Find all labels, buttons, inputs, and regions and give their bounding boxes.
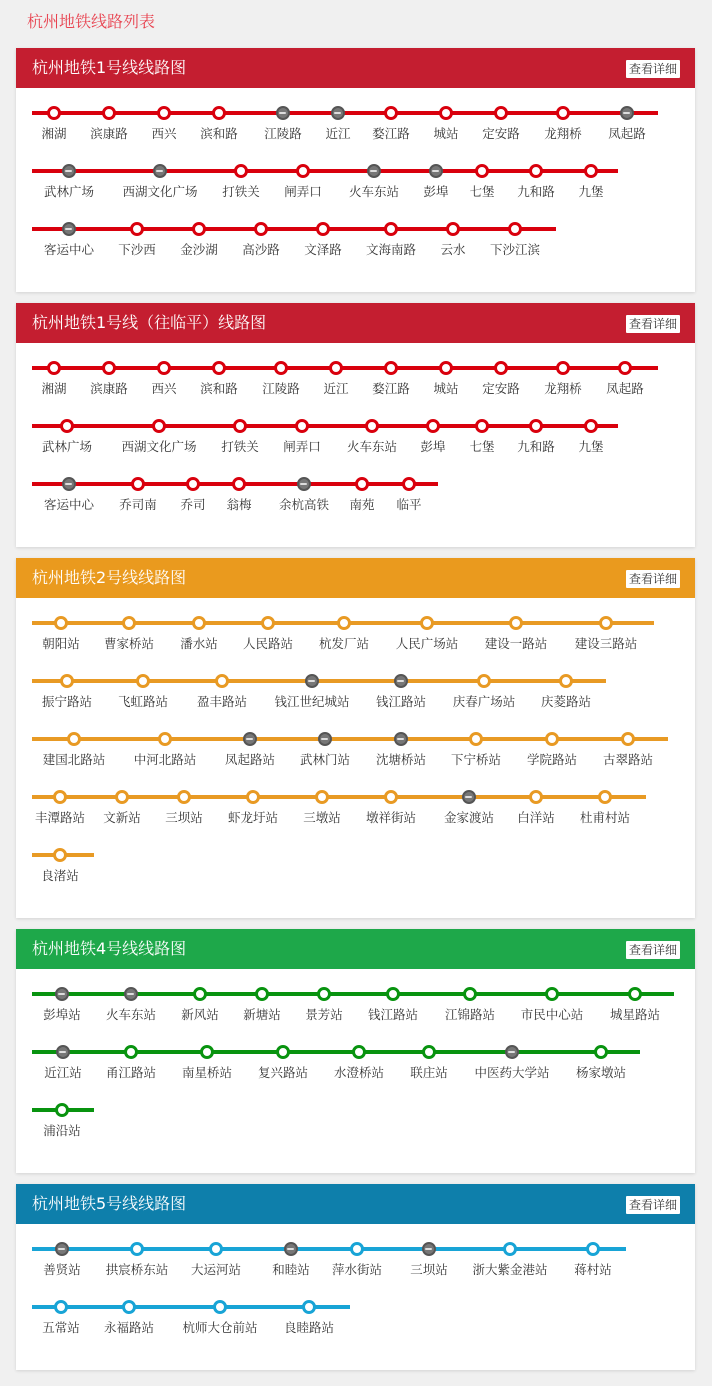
station-name: 九堡: [578, 439, 604, 454]
station-row: [16, 1028, 695, 1086]
station-dot-icon: [177, 790, 191, 804]
station-name: 五常站: [42, 1320, 80, 1335]
station-name: 南苑: [349, 497, 375, 512]
line-title: 杭州地铁5号线线路图: [32, 1194, 187, 1213]
station-dot-icon: [545, 732, 559, 746]
station-name: 江陵路: [264, 126, 302, 141]
station-dot-icon: [54, 1300, 68, 1314]
track-line: [32, 737, 668, 741]
line-map: [16, 1224, 695, 1370]
station-name: 水澄桥站: [333, 1065, 385, 1080]
station-name: 建设一路站: [484, 636, 548, 651]
station-name: 飞虹路站: [117, 694, 169, 709]
station-name: 江锦路站: [444, 1007, 496, 1022]
station-name: 婺江路: [372, 126, 410, 141]
station-name: 景芳站: [305, 1007, 343, 1022]
station-dot-icon: [598, 790, 612, 804]
station-dot-icon: [584, 164, 598, 178]
line-card-header: [16, 1184, 695, 1224]
line-card-header: [16, 48, 695, 88]
station-name: 钱江路站: [375, 694, 427, 709]
line-map: [16, 969, 695, 1173]
station-dot-icon: [158, 732, 172, 746]
station-name: 滨和路: [200, 381, 238, 396]
station-name: 九和路: [517, 184, 555, 199]
station-name: 彭埠站: [43, 1007, 81, 1022]
transfer-station-icon: [620, 106, 634, 120]
station-dot-icon: [130, 222, 144, 236]
station-name: 拱宸桥东站: [105, 1262, 169, 1277]
station-name: 蒋村站: [574, 1262, 612, 1277]
station-row: [16, 773, 695, 831]
station-name: 曹家桥站: [103, 636, 155, 651]
station-dot-icon: [509, 616, 523, 630]
view-details-button[interactable]: 查看详细: [625, 314, 681, 334]
station-dot-icon: [67, 732, 81, 746]
station-name: 庆春广场站: [452, 694, 516, 709]
transfer-station-icon: [276, 106, 290, 120]
station-dot-icon: [276, 1045, 290, 1059]
station-dot-icon: [212, 106, 226, 120]
station-dot-icon: [274, 361, 288, 375]
station-name: 城站: [433, 126, 459, 141]
station-name: 打铁关: [221, 439, 259, 454]
station-name: 定安路: [482, 126, 520, 141]
station-dot-icon: [559, 674, 573, 688]
station-row: [16, 344, 695, 402]
station-name: 城星路站: [609, 1007, 661, 1022]
station-dot-icon: [60, 419, 74, 433]
station-name: 永福路站: [103, 1320, 155, 1335]
station-dot-icon: [213, 1300, 227, 1314]
station-dot-icon: [115, 790, 129, 804]
line-card: [16, 558, 695, 918]
station-dot-icon: [463, 987, 477, 1001]
station-dot-icon: [556, 106, 570, 120]
station-dot-icon: [529, 790, 543, 804]
station-name: 和睦站: [272, 1262, 310, 1277]
station-name: 西湖文化广场: [121, 439, 197, 454]
station-name: 联庄站: [410, 1065, 448, 1080]
transfer-station-icon: [305, 674, 319, 688]
line-card-header: [16, 929, 695, 969]
station-dot-icon: [439, 361, 453, 375]
station-dot-icon: [152, 419, 166, 433]
station-name: 龙翔桥: [544, 381, 582, 396]
view-details-button[interactable]: 查看详细: [625, 569, 681, 589]
station-name: 闸弄口: [283, 439, 321, 454]
station-name: 白洋站: [517, 810, 555, 825]
transfer-station-icon: [284, 1242, 298, 1256]
station-name: 凤起路: [606, 381, 644, 396]
station-name: 乔司: [180, 497, 206, 512]
station-dot-icon: [53, 790, 67, 804]
station-name: 火车东站: [346, 439, 398, 454]
station-name: 丰潭路站: [34, 810, 86, 825]
station-dot-icon: [157, 361, 171, 375]
station-name: 近江站: [44, 1065, 82, 1080]
station-dot-icon: [355, 477, 369, 491]
station-name: 善贤站: [43, 1262, 81, 1277]
station-row: [16, 1086, 695, 1144]
station-name: 城站: [433, 381, 459, 396]
station-dot-icon: [296, 164, 310, 178]
station-name: 墩祥街站: [365, 810, 417, 825]
station-name: 杭发厂站: [318, 636, 370, 651]
station-dot-icon: [529, 419, 543, 433]
station-name: 良睦路站: [283, 1320, 335, 1335]
transfer-station-icon: [422, 1242, 436, 1256]
transfer-station-icon: [62, 164, 76, 178]
station-name: 三坝站: [410, 1262, 448, 1277]
station-dot-icon: [599, 616, 613, 630]
station-name: 下宁桥站: [450, 752, 502, 767]
station-name: 余杭高铁: [278, 497, 330, 512]
station-dot-icon: [529, 164, 543, 178]
station-dot-icon: [212, 361, 226, 375]
station-name: 萍水街站: [331, 1262, 383, 1277]
station-dot-icon: [426, 419, 440, 433]
station-dot-icon: [545, 987, 559, 1001]
station-name: 打铁关: [222, 184, 260, 199]
station-name: 凤起路站: [224, 752, 276, 767]
station-name: 人民路站: [242, 636, 294, 651]
station-dot-icon: [54, 616, 68, 630]
transfer-station-icon: [62, 477, 76, 491]
station-row: [16, 402, 695, 460]
station-name: 南星桥站: [181, 1065, 233, 1080]
station-name: 庆菱路站: [540, 694, 592, 709]
station-name: 七堡: [469, 184, 495, 199]
view-details-button[interactable]: 查看详细: [625, 940, 681, 960]
transfer-station-icon: [367, 164, 381, 178]
transfer-station-icon: [56, 1045, 70, 1059]
station-dot-icon: [316, 222, 330, 236]
station-name: 龙翔桥: [544, 126, 582, 141]
station-row: [16, 89, 695, 147]
station-dot-icon: [621, 732, 635, 746]
station-dot-icon: [618, 361, 632, 375]
station-row: [16, 1225, 695, 1283]
station-name: 钱江世纪城站: [274, 694, 350, 709]
transfer-station-icon: [55, 1242, 69, 1256]
station-name: 下沙西: [118, 242, 156, 257]
line-map: [16, 88, 695, 292]
transfer-station-icon: [429, 164, 443, 178]
station-dot-icon: [469, 732, 483, 746]
station-name: 高沙路: [242, 242, 280, 257]
station-dot-icon: [295, 419, 309, 433]
station-name: 潘水站: [180, 636, 218, 651]
transfer-station-icon: [297, 477, 311, 491]
station-name: 杜甫村站: [579, 810, 631, 825]
station-row: [16, 205, 695, 263]
station-name: 建国北路站: [42, 752, 106, 767]
transfer-station-icon: [243, 732, 257, 746]
station-dot-icon: [446, 222, 460, 236]
station-dot-icon: [246, 790, 260, 804]
station-dot-icon: [315, 790, 329, 804]
station-name: 良渚站: [41, 868, 79, 883]
station-name: 钱江路站: [367, 1007, 419, 1022]
station-dot-icon: [130, 1242, 144, 1256]
station-dot-icon: [302, 1300, 316, 1314]
line-title: 杭州地铁4号线线路图: [32, 939, 187, 958]
track-line: [32, 227, 556, 231]
station-dot-icon: [234, 164, 248, 178]
track-line: [32, 1247, 626, 1251]
line-card: [16, 929, 695, 1173]
station-name: 沈塘桥站: [375, 752, 427, 767]
station-dot-icon: [475, 164, 489, 178]
station-dot-icon: [47, 361, 61, 375]
station-dot-icon: [350, 1242, 364, 1256]
station-name: 人民广场站: [395, 636, 459, 651]
station-name: 滨和路: [200, 126, 238, 141]
station-dot-icon: [102, 361, 116, 375]
station-dot-icon: [337, 616, 351, 630]
transfer-station-icon: [318, 732, 332, 746]
line-card-header: [16, 558, 695, 598]
station-name: 浙大紫金港站: [472, 1262, 548, 1277]
station-dot-icon: [47, 106, 61, 120]
station-name: 湘湖: [41, 126, 67, 141]
station-dot-icon: [255, 987, 269, 1001]
station-dot-icon: [131, 477, 145, 491]
station-dot-icon: [386, 987, 400, 1001]
station-name: 湘湖: [41, 381, 67, 396]
transfer-station-icon: [462, 790, 476, 804]
station-dot-icon: [261, 616, 275, 630]
transfer-station-icon: [153, 164, 167, 178]
station-name: 文泽路: [304, 242, 342, 257]
station-name: 彭埠: [423, 184, 449, 199]
station-dot-icon: [352, 1045, 366, 1059]
line-card: [16, 303, 695, 547]
transfer-station-icon: [331, 106, 345, 120]
transfer-station-icon: [124, 987, 138, 1001]
station-name: 文海南路: [365, 242, 417, 257]
station-name: 近江: [325, 126, 351, 141]
station-name: 武林广场: [43, 184, 95, 199]
station-row: [16, 599, 695, 657]
station-name: 新风站: [181, 1007, 219, 1022]
station-name: 七堡: [469, 439, 495, 454]
transfer-station-icon: [394, 674, 408, 688]
station-name: 虾龙圩站: [227, 810, 279, 825]
station-name: 建设三路站: [574, 636, 638, 651]
station-dot-icon: [53, 848, 67, 862]
station-row: [16, 831, 695, 889]
station-dot-icon: [503, 1242, 517, 1256]
view-details-button[interactable]: 查看详细: [625, 59, 681, 79]
station-name: 火车东站: [105, 1007, 157, 1022]
station-name: 近江: [323, 381, 349, 396]
station-dot-icon: [584, 419, 598, 433]
station-dot-icon: [420, 616, 434, 630]
station-dot-icon: [594, 1045, 608, 1059]
station-dot-icon: [402, 477, 416, 491]
station-dot-icon: [192, 616, 206, 630]
station-dot-icon: [209, 1242, 223, 1256]
station-name: 三墩站: [303, 810, 341, 825]
station-name: 滨康路: [90, 381, 128, 396]
station-name: 九堡: [578, 184, 604, 199]
station-dot-icon: [384, 790, 398, 804]
station-dot-icon: [365, 419, 379, 433]
station-row: [16, 657, 695, 715]
station-dot-icon: [124, 1045, 138, 1059]
station-dot-icon: [475, 419, 489, 433]
station-dot-icon: [193, 987, 207, 1001]
station-dot-icon: [186, 477, 200, 491]
station-name: 金沙湖: [180, 242, 218, 257]
station-name: 中医药大学站: [474, 1065, 550, 1080]
station-dot-icon: [317, 987, 331, 1001]
station-name: 火车东站: [348, 184, 400, 199]
line-title: 杭州地铁1号线线路图: [32, 58, 187, 77]
station-dot-icon: [122, 616, 136, 630]
station-name: 三坝站: [165, 810, 203, 825]
station-dot-icon: [157, 106, 171, 120]
station-row: [16, 715, 695, 773]
station-name: 滨康路: [90, 126, 128, 141]
station-name: 古翠路站: [602, 752, 654, 767]
station-row: [16, 970, 695, 1028]
station-dot-icon: [422, 1045, 436, 1059]
station-dot-icon: [232, 477, 246, 491]
station-name: 凤起路: [608, 126, 646, 141]
station-dot-icon: [628, 987, 642, 1001]
station-name: 学院路站: [526, 752, 578, 767]
station-name: 杭师大仓前站: [182, 1320, 258, 1335]
page-title: 杭州地铁线路列表: [27, 12, 156, 31]
station-dot-icon: [60, 674, 74, 688]
line-card: [16, 48, 695, 292]
station-dot-icon: [233, 419, 247, 433]
station-dot-icon: [384, 222, 398, 236]
station-dot-icon: [329, 361, 343, 375]
station-dot-icon: [55, 1103, 69, 1117]
station-name: 闸弄口: [284, 184, 322, 199]
station-name: 翁梅: [226, 497, 252, 512]
station-name: 盈丰路站: [196, 694, 248, 709]
station-name: 金家渡站: [443, 810, 495, 825]
line-card-header: [16, 303, 695, 343]
station-dot-icon: [192, 222, 206, 236]
line-card: [16, 1184, 695, 1370]
station-name: 文新站: [103, 810, 141, 825]
station-row: [16, 1283, 695, 1341]
station-name: 西兴: [151, 126, 177, 141]
station-dot-icon: [215, 674, 229, 688]
station-dot-icon: [254, 222, 268, 236]
track-line: [32, 679, 606, 683]
station-row: [16, 147, 695, 205]
station-name: 临平: [396, 497, 422, 512]
station-dot-icon: [136, 674, 150, 688]
station-name: 定安路: [482, 381, 520, 396]
station-dot-icon: [494, 361, 508, 375]
line-title: 杭州地铁1号线（往临平）线路图: [32, 313, 267, 332]
transfer-station-icon: [62, 222, 76, 236]
station-dot-icon: [508, 222, 522, 236]
station-dot-icon: [102, 106, 116, 120]
station-dot-icon: [494, 106, 508, 120]
station-name: 杨家墩站: [575, 1065, 627, 1080]
transfer-station-icon: [505, 1045, 519, 1059]
line-map: [16, 343, 695, 547]
station-name: 云水: [440, 242, 466, 257]
station-name: 市民中心站: [520, 1007, 584, 1022]
station-dot-icon: [384, 106, 398, 120]
station-name: 江陵路: [262, 381, 300, 396]
station-name: 下沙江滨: [489, 242, 541, 257]
station-name: 婺江路: [372, 381, 410, 396]
station-name: 复兴路站: [257, 1065, 309, 1080]
station-name: 新塘站: [243, 1007, 281, 1022]
station-name: 武林广场: [41, 439, 93, 454]
line-title: 杭州地铁2号线线路图: [32, 568, 187, 587]
station-name: 浦沿站: [43, 1123, 81, 1138]
line-map: [16, 598, 695, 918]
station-name: 武林门站: [299, 752, 351, 767]
station-name: 客运中心: [43, 242, 95, 257]
station-dot-icon: [477, 674, 491, 688]
station-name: 彭埠: [420, 439, 446, 454]
station-name: 西兴: [151, 381, 177, 396]
station-name: 九和路: [517, 439, 555, 454]
station-name: 大运河站: [190, 1262, 242, 1277]
station-name: 振宁路站: [41, 694, 93, 709]
station-dot-icon: [586, 1242, 600, 1256]
station-dot-icon: [556, 361, 570, 375]
view-details-button[interactable]: 查看详细: [625, 1195, 681, 1215]
station-dot-icon: [439, 106, 453, 120]
station-dot-icon: [200, 1045, 214, 1059]
station-name: 朝阳站: [42, 636, 80, 651]
station-name: 乔司南: [119, 497, 157, 512]
transfer-station-icon: [55, 987, 69, 1001]
station-name: 甬江路站: [105, 1065, 157, 1080]
station-dot-icon: [384, 361, 398, 375]
station-name: 中河北路站: [133, 752, 197, 767]
transfer-station-icon: [394, 732, 408, 746]
station-dot-icon: [122, 1300, 136, 1314]
station-name: 西湖文化广场: [122, 184, 198, 199]
station-name: 客运中心: [43, 497, 95, 512]
station-row: [16, 460, 695, 518]
